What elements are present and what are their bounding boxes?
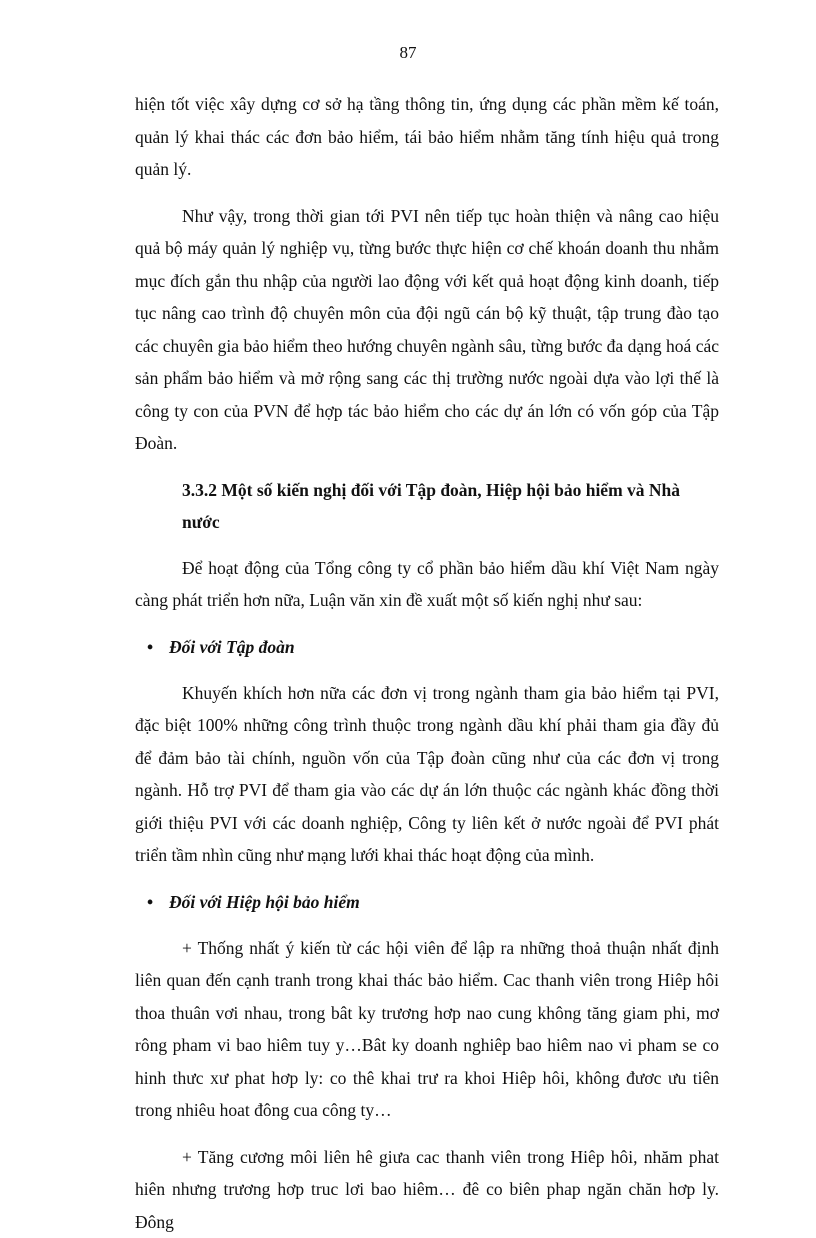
section-heading: 3.3.2 Một số kiến nghị đối với Tập đoàn, Hiệp hội bảo hiểm và Nhà nước bbox=[135, 474, 719, 538]
paragraph-hiep-hoi-1: + Thống nhất ý kiến từ các hội viên để lập ra những thoả thuận nhất định liên quan đến cạnh tranh trong khai thác bảo hiểm. Cac thanh viên trong Hiêp hôi thoa thuân vơi nhau, trong bât ky trương hơp nao cung không tăng giam phi, mơ rông pham vi bao hiêm tuy y…Bât ky doanh nghiêp bao hiêm nao vi pham se co hinh thưc xư phat hơp ly: co thê khai trư ra khoi Hiêp hôi, không đươc ưu tiên trong nhiêu hoat đông cua công ty… bbox=[135, 932, 719, 1127]
bullet-label: Đối với Hiệp hội bảo hiểm bbox=[169, 892, 360, 912]
bullet-hiep-hoi bbox=[135, 886, 719, 918]
bullet-dot-icon: • bbox=[147, 886, 169, 918]
body-text bbox=[135, 88, 719, 1238]
bullet-label: Đối với Tập đoàn bbox=[169, 637, 295, 657]
paragraph-continuation: hiện tốt việc xây dựng cơ sở hạ tầng thông tin, ứng dụng các phần mềm kế toán, quản lý khai thác các đơn bảo hiểm, tái bảo hiểm nhằm tăng tính hiệu quả trong quản lý. bbox=[135, 88, 719, 186]
paragraph-pvi-summary: Như vậy, trong thời gian tới PVI nên tiếp tục hoàn thiện và nâng cao hiệu quả bộ máy quản lý nghiệp vụ, từng bước thực hiện cơ chế khoán doanh thu nhằm mục đích gắn thu nhập của người lao động với kết quả hoạt động kinh doanh, tiếp tục nâng cao trình độ chuyên môn của đội ngũ cán bộ kỹ thuật, tập trung đào tạo các chuyên gia bảo hiểm theo hướng chuyên ngành sâu, từng bước đa dạng hoá các sản phẩm bảo hiểm và mở rộng sang các thị trường nước ngoài dựa vào lợi thế là công ty con của PVN để hợp tác bảo hiểm cho các dự án lớn có vốn góp của Tập Đoàn. bbox=[135, 200, 719, 460]
bullet-tap-doan bbox=[135, 631, 719, 663]
paragraph-tap-doan: Khuyến khích hơn nữa các đơn vị trong ngành tham gia bảo hiểm tại PVI, đặc biệt 100% những công trình thuộc trong ngành dầu khí phải tham gia đầy đủ để đảm bảo tài chính, nguồn vốn của Tập đoàn cũng như của các đơn vị trong ngành. Hỗ trợ PVI để tham gia vào các dự án lớn thuộc các ngành khác đồng thời giới thiệu PVI với các doanh nghiệp, Công ty liên kết ở nước ngoài để PVI phát triển tầm nhìn cũng như mạng lưới khai thác hoạt động của mình. bbox=[135, 677, 719, 872]
paragraph-hiep-hoi-2: + Tăng cương môi liên hê giưa cac thanh viên trong Hiêp hôi, nhăm phat hiên nhưng trương hơp truc lơi bao hiêm… đê co biên phap ngăn chăn hơp ly. Đông bbox=[135, 1141, 719, 1238]
bullet-dot-icon: • bbox=[147, 631, 169, 663]
page-number: 87 bbox=[0, 43, 816, 63]
paragraph-intro: Để hoạt động của Tổng công ty cổ phần bảo hiểm dầu khí Việt Nam ngày càng phát triển hơn nữa, Luận văn xin đề xuất một số kiến nghị như sau: bbox=[135, 552, 719, 617]
